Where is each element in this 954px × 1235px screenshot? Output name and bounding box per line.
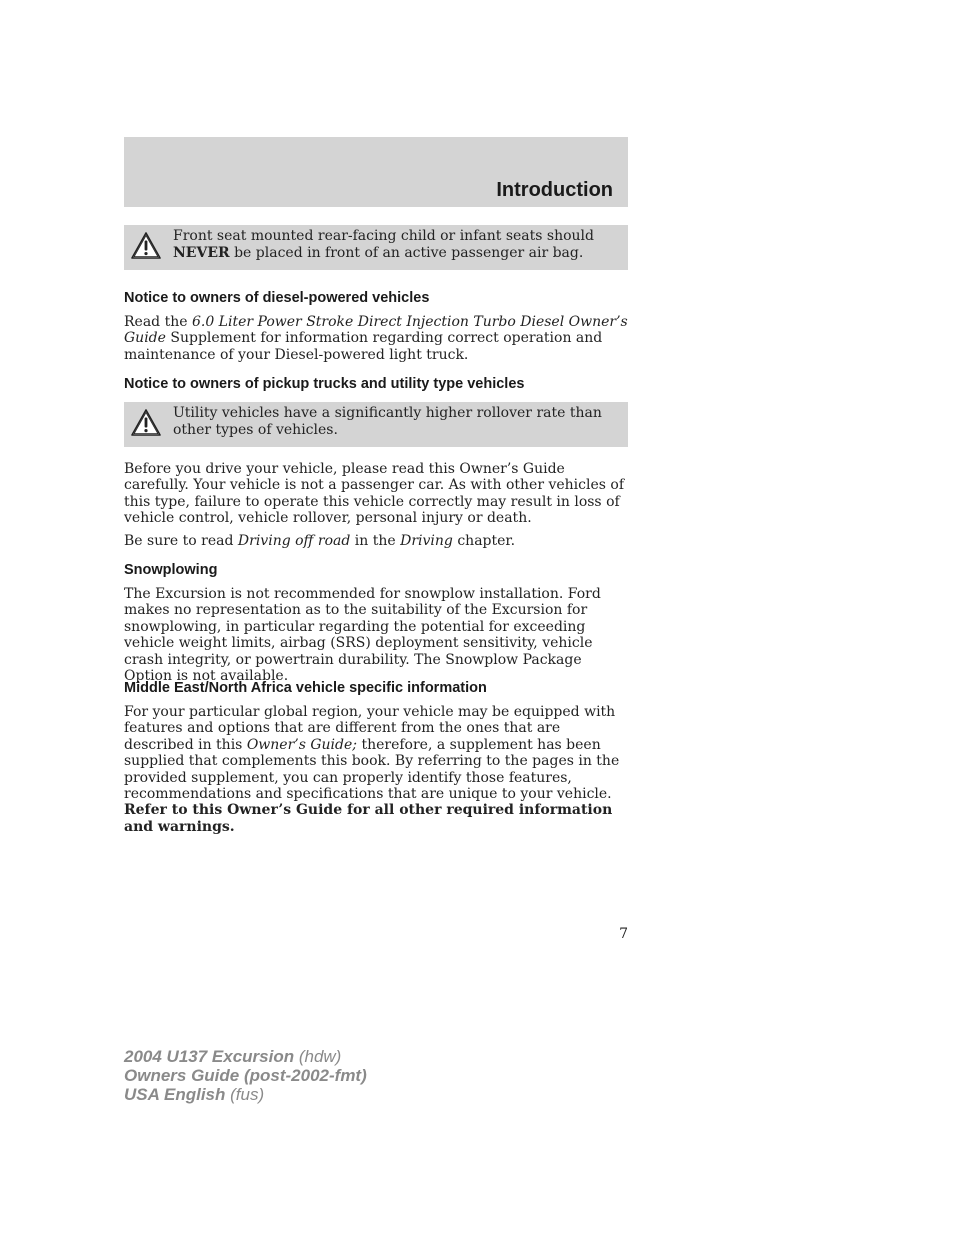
chapter-title: Introduction <box>496 179 613 201</box>
heading-snowplowing: Snowplowing <box>124 562 218 578</box>
warning-box-rollover <box>124 402 628 447</box>
heading-diesel: Notice to owners of diesel-powered vehicles <box>124 290 430 306</box>
chapter-header-band <box>124 137 628 207</box>
warning-triangle-icon <box>130 408 162 437</box>
warning-text: Front seat mounted rear-facing child or infant seats should NEVER be placed in front of an active passenger air bag. <box>173 228 594 261</box>
paragraph-driving-off-road: Be sure to read Driving off road in the Driving chapter. <box>124 533 516 549</box>
page-number: 7 <box>619 926 628 942</box>
warning-text: Utility vehicles have a significantly higher rollover rate than other types of vehicles. <box>173 405 602 438</box>
document-footer: 2004 U137 Excursion (hdw) Owners Guide (post-2002-fmt) USA English (fus) <box>124 1047 367 1104</box>
paragraph-mena: For your particular global region, your vehicle may be equipped with features and options that are different from the ones that are described in this Owner’s Guide; therefore, a supplement has been supplied that complements this book. By referring to the pages in the provided supplement, you can properly identify those features, recommendations and specifications that are unique to your vehicle. Refer to this Owner’s Guide for all other required information and warnings. <box>124 704 620 835</box>
warning-triangle-icon <box>130 231 162 260</box>
paragraph-pickup: Before you drive your vehicle, please read this Owner’s Guide carefully. Your vehicle is not a passenger car. As with other vehicles of this type, failure to operate this vehicle correctly may result in loss of vehicle control, vehicle rollover, personal injury or death. <box>124 461 625 527</box>
heading-mena: Middle East/North Africa vehicle specific information <box>124 680 487 696</box>
warning-box-child-seat <box>124 225 628 270</box>
paragraph-diesel: Read the 6.0 Liter Power Stroke Direct Injection Turbo Diesel Owner’s Guide Supplement for information regarding correct operation and maintenance of your Diesel-powered light truck. <box>124 314 628 363</box>
paragraph-snowplowing: The Excursion is not recommended for snowplow installation. Ford makes no representation as to the suitability of the Excursion for snowplowing, in particular regarding the potential for exceeding vehicle weight limits, airbag (SRS) deployment sensitivity, vehicle crash integrity, or powertrain durability. The Snowplow Package Option is not available. <box>124 586 601 685</box>
heading-pickup: Notice to owners of pickup trucks and utility type vehicles <box>124 376 525 392</box>
